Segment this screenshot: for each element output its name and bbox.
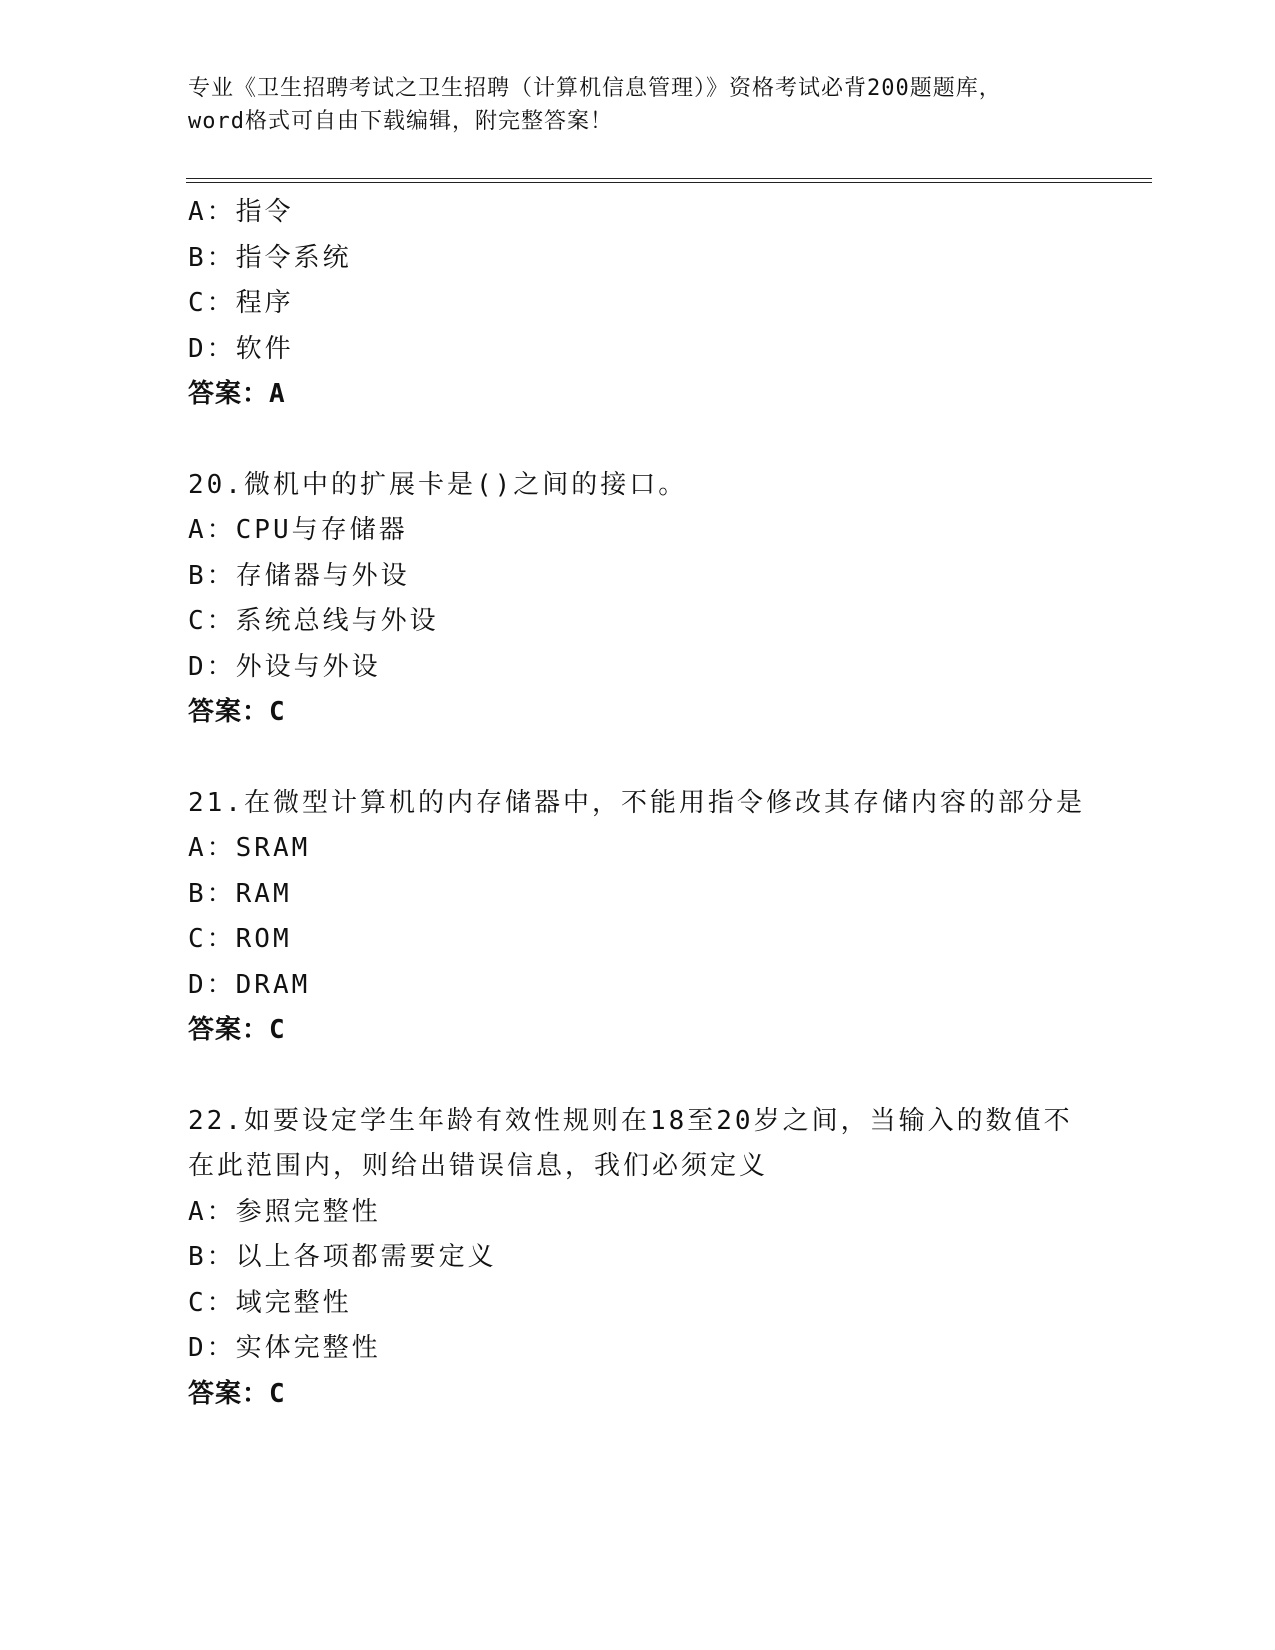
question-20	[188, 463, 1088, 736]
option-a: A：指令	[188, 197, 294, 227]
option-c: C：域完整性	[188, 1287, 352, 1318]
option-a: A：SRAM	[188, 833, 311, 863]
option-a: A：参照完整性	[188, 1196, 381, 1227]
option-a: A：CPU与存储器	[188, 515, 408, 545]
question-stem: 20.微机中的扩展卡是()之间的接口。	[188, 469, 688, 500]
option-d: D：外设与外设	[188, 651, 381, 682]
question-stem-line-2: 在此范围内，则给出错误信息，我们必须定义	[188, 1151, 769, 1181]
option-d: D：DRAM	[188, 969, 311, 1000]
answer: 答案：C	[188, 1378, 286, 1409]
option-b: B：RAM	[188, 878, 292, 909]
question-19-continued	[188, 190, 1088, 418]
question-list	[188, 190, 1088, 1417]
option-c: C：程序	[188, 288, 294, 318]
question-stem-line-1: 22.如要设定学生年龄有效性规则在18至20岁之间，当输入的数值不	[188, 1105, 1073, 1136]
option-b: B：存储器与外设	[188, 560, 410, 591]
question-stem: 21.在微型计算机的内存储器中，不能用指令修改其存储内容的部分是	[188, 787, 1085, 818]
option-c: C：系统总线与外设	[188, 606, 439, 636]
question-22	[188, 1099, 1088, 1418]
option-c: C：ROM	[188, 924, 292, 954]
header-divider-bottom	[186, 182, 1152, 183]
header-line-1: 专业《卫生招聘考试之卫生招聘（计算机信息管理）》资格考试必背200题题库，	[188, 76, 1002, 101]
option-d: D：软件	[188, 333, 294, 364]
option-b: B：以上各项都需要定义	[188, 1242, 497, 1272]
document-header	[188, 72, 1108, 138]
header-divider-top	[186, 178, 1152, 179]
answer: 答案：C	[188, 697, 286, 727]
header-line-2: word格式可自由下载编辑，附完整答案！	[188, 109, 613, 134]
answer: 答案：C	[188, 1015, 286, 1045]
option-d: D：实体完整性	[188, 1333, 381, 1363]
answer: 答案：A	[188, 379, 286, 409]
option-b: B：指令系统	[188, 242, 352, 273]
question-21	[188, 781, 1088, 1054]
